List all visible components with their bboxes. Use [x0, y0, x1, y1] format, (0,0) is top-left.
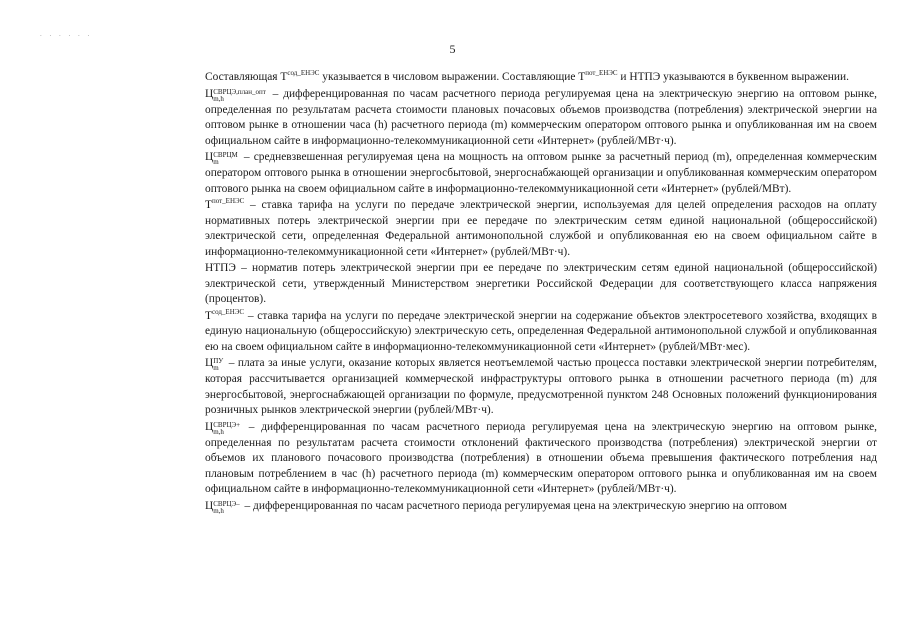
paragraph-text: Составляющая: [205, 71, 281, 83]
symbol: Т: [205, 199, 212, 211]
symbol-superscript: СВРЦЭ+: [213, 420, 241, 429]
symbol: Ц: [205, 499, 214, 512]
symbol-indices: [213, 501, 239, 515]
paragraph-text: – средневзвешенная регулируемая цена на мощность на оптовом рынке за расчетный период (m), определенная коммерческим оператором оптового рынка в отношении энергосбытовой, энергоснабжающей организации и опубликованная коммерческим оператором оптового рынка на своем официальном сайте в информационно-телекоммуникационной сети «Интернет» (рублей/МВт).: [205, 151, 877, 195]
paragraph-text: – ставка тарифа на услуги по передаче электрической энергии на содержание объектов электросетевого хозяйства, входящих в единую национальную (общероссийскую) электрическую сеть, определенная Федеральной антимонопольной службой и опубликованная ею на своем официальном сайте в информационно-телекоммуникационной сети «Интернет» (рублей/МВт·мес).: [205, 309, 877, 353]
symbol-indices: [213, 89, 266, 103]
definition-paragraph: [205, 87, 877, 150]
document-body: [205, 70, 877, 516]
paragraph-notation-note: [205, 70, 877, 86]
symbol: Ц: [205, 420, 214, 433]
paragraph-text: – дифференцированная по часам расчетного периода регулируемая цена на электрическую энергию на оптовом рынке, определенная по результатам расчета стоимости плановых почасовых объемов производства (потребления) электрической энергии на оптовом рынке в отношении часа (h) расчетного периода (m) коммерческим оператором оптового рынка и опубликованная им на своем официальном сайте в информационно-телекоммуникационной сети «Интернет» (рублей/МВт·ч).: [205, 87, 877, 147]
symbol-superscript: СВРЦЭ–: [213, 499, 240, 508]
paragraph-text: – плата за иные услуги, оказание которых является неотъемлемой частью процесса поставки электрической энергии потребителям, которая рассчитывается организацией коммерческой инфраструктуры оптового рынка в отношении расчетного периода (m) для энергосбытовой, энергоснабжающей организации по формуле, предусмотренной пунктом 248 Основных положений функционирования розничных рынков электрической энергии (рублей/МВт·ч).: [205, 357, 877, 416]
definition-paragraph: [205, 309, 877, 356]
definition-paragraph: [205, 420, 877, 498]
symbol-superscript: сод_ЕНЭС: [287, 69, 320, 78]
symbol-subscript: m: [213, 158, 219, 166]
definition-paragraph: [205, 261, 877, 308]
paragraph-text: – норматив потерь электрической энергии при ее передаче по электрическим сетям единой национальной (общероссийской) электрической сети, утвержденный Министерством энергетики Российской Федерации для соответствующего класса напряжения (процентов).: [205, 262, 877, 305]
symbol-superscript: пот_ЕНЭС: [585, 69, 618, 78]
symbol-indices: [213, 358, 223, 372]
symbol-superscript: СВРЦМ: [213, 151, 238, 159]
symbol-superscript: сод_ЕНЭС: [211, 307, 245, 316]
symbol-subscript: m,h: [213, 427, 224, 436]
paragraph-text: – дифференцированная по часам расчетного периода регулируемая цена на электрическую энергию на оптовом рынке, определенная по результатам расчета стоимости отклонений фактического производства (потребления) электрической энергии от объемов их планового почасового производства (потребления) в отношении объема превышения фактического потребления над плановым потреблением в час (h) расчетного периода (m) коммерческим оператором оптового рынка и опубликованная им на своем официальном сайте в информационно-телекоммуникационной сети «Интернет» (рублей/МВт·ч).: [205, 420, 877, 495]
symbol: НТПЭ: [205, 262, 236, 274]
symbol-superscript: пот_ЕНЭС: [211, 197, 245, 206]
definition-paragraph: [205, 198, 877, 260]
symbol-subscript: m,h: [213, 506, 224, 515]
symbol: Ц: [205, 87, 214, 100]
page-number: 5: [449, 42, 456, 56]
symbol: Ц: [205, 151, 214, 163]
symbol: Т: [205, 309, 212, 322]
paragraph-text: и НТПЭ указываются в буквенном выражении.: [617, 71, 849, 83]
symbol-superscript: СВРЦЭ,план_опт: [213, 87, 266, 96]
definition-paragraph: [205, 356, 877, 419]
scan-marks: . . . . . .: [40, 30, 93, 38]
symbol: Т: [578, 71, 586, 83]
symbol: Ц: [205, 357, 214, 369]
symbol-indices: [213, 152, 238, 166]
definition-paragraph: [205, 499, 877, 515]
paragraph-text: указывается в числовом выражении. Составляющие: [319, 71, 579, 83]
symbol-subscript: m: [213, 364, 219, 372]
paragraph-text: – дифференцированная по часам расчетного периода регулируемая цена на электрическую энергию на оптовом: [241, 499, 787, 512]
symbol: Т: [280, 71, 288, 83]
definition-paragraph: [205, 150, 877, 197]
symbol-superscript: ПУ: [213, 357, 224, 365]
paragraph-text: – ставка тарифа на услуги по передаче электрической энергии, используемая для целей определения расходов на оплату нормативных потерь электрической энергии при ее передаче по электрическим сетям единой национальной (общероссийской) электрической сети, определенная Федеральной антимонопольной службой и опубликованная ею на своем официальном сайте в информационно-телекоммуникационной сети «Интернет» (рублей/МВт·ч).: [205, 199, 877, 258]
symbol-subscript: m,h: [213, 94, 224, 103]
symbol-indices: [213, 422, 240, 436]
